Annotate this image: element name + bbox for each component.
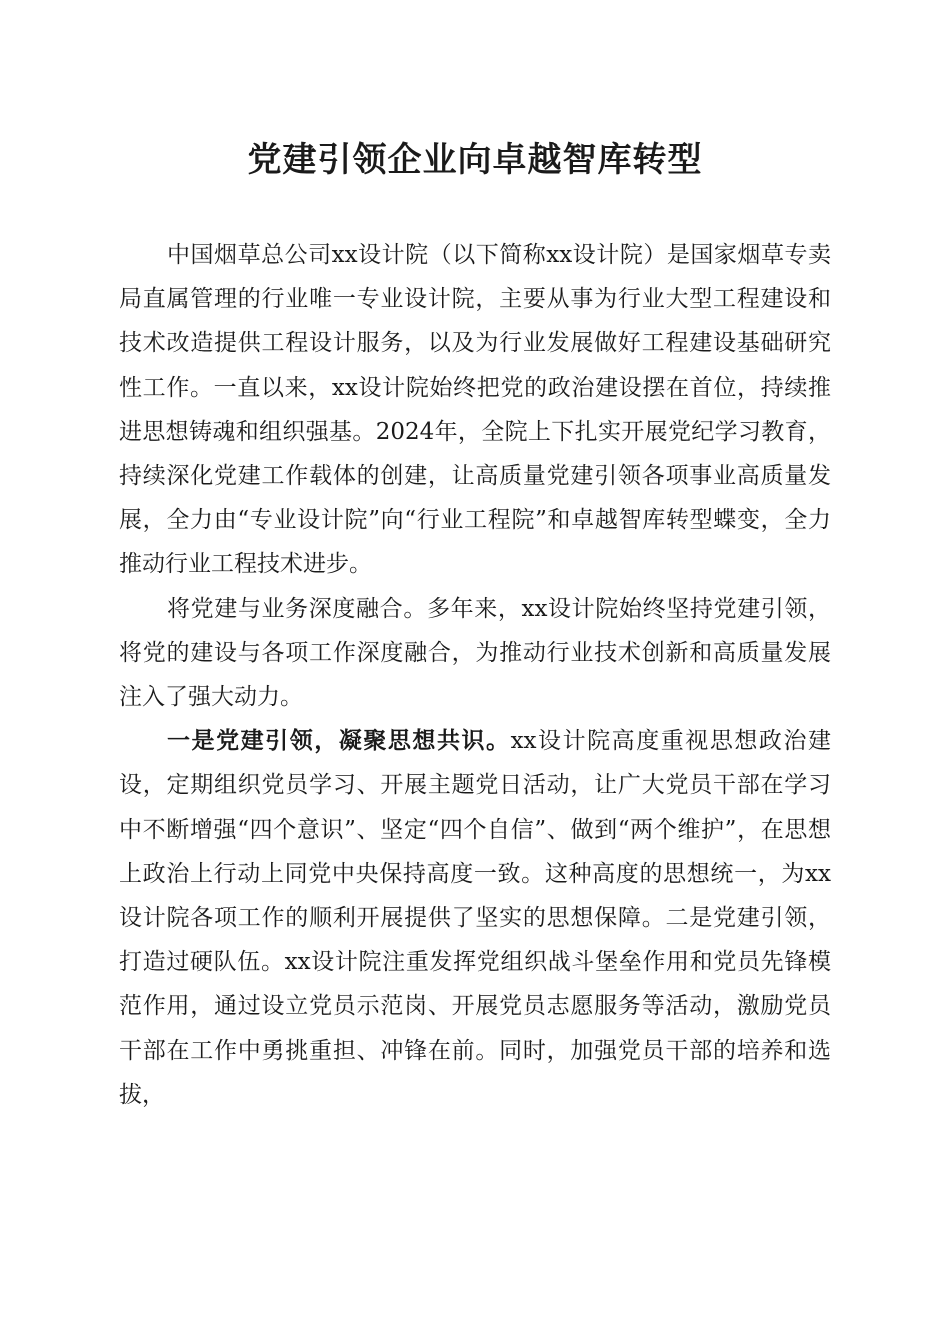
paragraph-measures-text: xx设计院高度重视思想政治建设，定期组织党员学习、开展主题党日活动，让广大党员干部在学习中不断增强“四个意识”、坚定“四个自信”、做到“两个维护”，在思想上政治上行动上同党中央保持高度一致。这种高度的思想统一，为xx设计院各项工作的顺利开展提供了坚实的思想保障。二是党建引领，打造过硬队伍。xx设计院注重发挥党组织战斗堡垒作用和党员先锋模范作用，通过设立党员示范岗、开展党员志愿服务等活动，激励党员干部在工作中勇挑重担、冲锋在前。同时，加强党员干部的培养和选拔， — [119, 728, 832, 1108]
document-body — [119, 233, 831, 1117]
paragraph-intro-text: 中国烟草总公司xx设计院（以下简称xx设计院）是国家烟草专卖局直属管理的行业唯一专业设计院，主要从事为行业大型工程建设和技术改造提供工程设计服务，以及为行业发展做好工程建设基础研究性工作。一直以来，xx设计院始终把党的政治建设摆在首位，持续推进思想铸魂和组织强基。2024年，全院上下扎实开展党纪学习教育，持续深化党建工作载体的创建，让高质量党建引领各项事业高质量发展，全力由“专业设计院”向“行业工程院”和卓越智库转型蝶变，全力推动行业工程技术进步。 — [119, 242, 831, 578]
paragraph-measures — [119, 719, 831, 1117]
paragraph-intro — [119, 233, 831, 587]
document-title: 党建引领企业向卓越智库转型 — [247, 140, 703, 180]
paragraph-integration-text: 将党建与业务深度融合。多年来，xx设计院始终坚持党建引领，将党的建设与各项工作深度融合，为推动行业技术创新和高质量发展注入了强大动力。 — [119, 595, 831, 711]
paragraph-lead-heading: 一是党建引领，凝聚思想共识。 — [167, 727, 511, 755]
paragraph-integration — [119, 587, 831, 720]
